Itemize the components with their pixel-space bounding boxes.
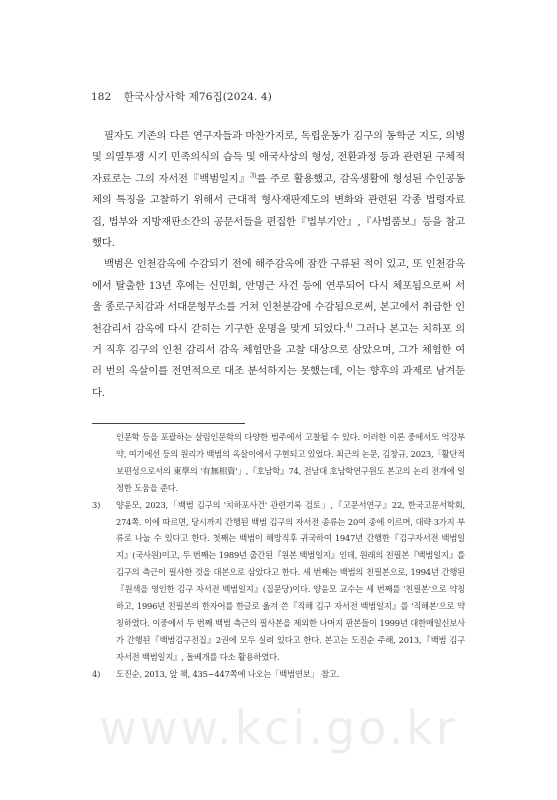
- footnote-ref-4[interactable]: 4): [346, 321, 353, 330]
- footnote-continuation: 인문학 등을 포괄하는 살림인문학의 다양한 범주에서 고찰될 수 있다. 이러한 이론 중에서도 억강부약, 여기에선 등의 원리가 백범의 옥살이에서 구현되고 있었다. 최근의 논문, 김창규, 2023,「활단적 보편성으로서의 東學의 '有無相資'」,『호남학』74, 전남대 호남학연구원도 본고의 논리 전개에 일정한 도움을 준다.: [116, 432, 465, 493]
- footnote-3-mark: 3): [92, 499, 101, 510]
- footnote-3: [92, 497, 465, 666]
- paragraph-1-text-a: 필자도 기존의 다른 연구자들과 마찬가지로, 독립운동가 김구의 동학군 지도, 의병 및 의열투쟁 시기 민족의식의 습득 및 애국사상의 형성, 전환과정 등과 관련된 구체적 자료로는 그의 자서전『백범일지』: [92, 130, 465, 185]
- paragraph-1-text-b: 를 주로 활용했고, 감옥생활에 형성된 수인공동체의 특징을 고찰하기 위해서 근대적 형사재판제도의 변화와 관련된 각종 법령자료집, 법부와 지방재판소간의 공문서들을 편집한『법부기안』,『사법품보』등을 참고했다.: [92, 172, 465, 250]
- paragraph-2-text-a: 백범은 인천감옥에 수감되기 전에 해주감옥에 잠깐 구류된 적이 있고, 또 인천감옥에서 탈출한 13년 후에는 신민회, 안명근 사건 등에 연루되어 다시 체포됨으로써 서울 종로구치감과 서대문형무소를 거쳐 인천분감에 수감됨으로써, 본고에서 취급한 인천감리서 감옥에 다시 갇히는 기구한 운명을 맞게 되었다.: [92, 258, 465, 335]
- footnote-4: [92, 666, 465, 683]
- page-number: 182: [91, 91, 112, 103]
- footnote-3-text: 양윤모, 2023,「백범 김구의 '치하포사건' 관련기록 검토」,『고문서연구』22, 한국고문서학회, 274쪽. 이에 따르면, 당시까지 간행된 백범 김구의 자서전 종류는 20여 종에 이르며, 대략 3가지 부류로 나눌 수 있다고 한다. 첫째는 백범이 해방직후 귀국하여 1947년 간행한『김구자서전 백범일지』(국사원)이고, 두 번째는 1989년 출간된『원본 백범일지』인데, 원래의 친필본『백범일지』를 김구의 측근이 필사한 것을 대본으로 삼았다고 한다. 세 번째는 백범의 친필본으로, 1994년 간행된『원색을 영인한 김구 자서전 백범일지』(집문당)이다. 양윤모 교수는 세 번째를 '친필본'으로 약칭하고, 1996년 친필본의 한자어를 한글로 옮겨 쓴『직해 김구 자서전 백범일지』를 '직해본'으로 약칭하였다. 이중에서 두 번째 백범 측근의 필사본을 제외한 나머지 판본들이 1999년 대한매일신보사가 간행된『백범김구전집』2권에 모두 실려 있다고 한다. 본고는 도진순 주해, 2013,『백범 김구 자서전 백범일지』, 돌베개를 다소 활용하였다.: [116, 499, 465, 662]
- paragraph-2: [92, 254, 465, 404]
- kci-watermark: www.kci.go.kr: [99, 701, 458, 755]
- paragraph-2-text-b: 그러나 본고는 치하포 의거 직후 김구의 인천 감리서 감옥 체험만을 고찰 대상으로 삼았으며, 그가 체험한 여러 번의 옥살이를 전면적으로 대조 분석하지는 못했는데, 이는 향후의 과제로 남겨둔다.: [92, 322, 465, 399]
- footnotes: [92, 429, 465, 683]
- paragraph-1: [92, 126, 465, 254]
- running-header: [91, 89, 272, 104]
- footnote-4-mark: 4): [92, 668, 101, 679]
- footnote-4-text: 도진순, 2013, 앞 책, 435~447쪽에 나오는「백범연보」 참고.: [116, 668, 340, 679]
- footnote-divider: [92, 423, 245, 424]
- main-body: [92, 126, 465, 404]
- footnote-ref-3[interactable]: 3): [250, 171, 257, 180]
- journal-title: 한국사상사학 제76집(2024. 4): [123, 91, 272, 103]
